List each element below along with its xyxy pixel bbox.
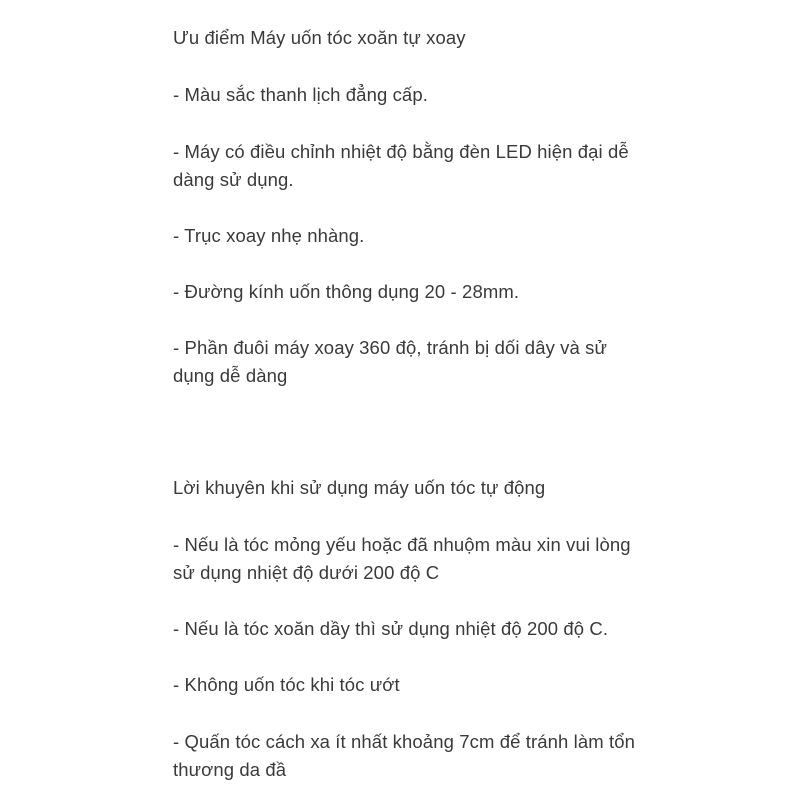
list-item: - Nếu là tóc xoăn dầy thì sử dụng nhiệt độ 200 độ C.: [173, 618, 609, 639]
list-item: - Máy có điều chỉnh nhiệt độ bằng đèn LED hiện đại dễ: [173, 141, 629, 162]
list-item: - Phần đuôi máy xoay 360 độ, tránh bị dối dây và sử: [173, 337, 607, 358]
section-heading-advantages: Ưu điểm Máy uốn tóc xoăn tự xoay: [173, 27, 466, 48]
list-item: - Trục xoay nhẹ nhàng.: [173, 225, 365, 246]
list-item: - Đường kính uốn thông dụng 20 - 28mm.: [173, 281, 520, 302]
list-item: - Không uốn tóc khi tóc ướt: [173, 674, 400, 695]
section-heading-advice: Lời khuyên khi sử dụng máy uốn tóc tự động: [173, 477, 546, 498]
list-item-continuation: sử dụng nhiệt độ dưới 200 độ C: [173, 562, 440, 583]
list-item-continuation: thương da đầ: [173, 759, 287, 780]
list-item-continuation: dụng dễ dàng: [173, 365, 288, 386]
list-item: - Nếu là tóc mỏng yếu hoặc đã nhuộm màu xin vui lòng: [173, 534, 631, 555]
list-item: - Quấn tóc cách xa ít nhất khoảng 7cm để tránh làm tổn: [173, 731, 635, 752]
list-item-continuation: dàng sử dụng.: [173, 169, 294, 190]
list-item: - Màu sắc thanh lịch đẳng cấp.: [173, 84, 428, 105]
